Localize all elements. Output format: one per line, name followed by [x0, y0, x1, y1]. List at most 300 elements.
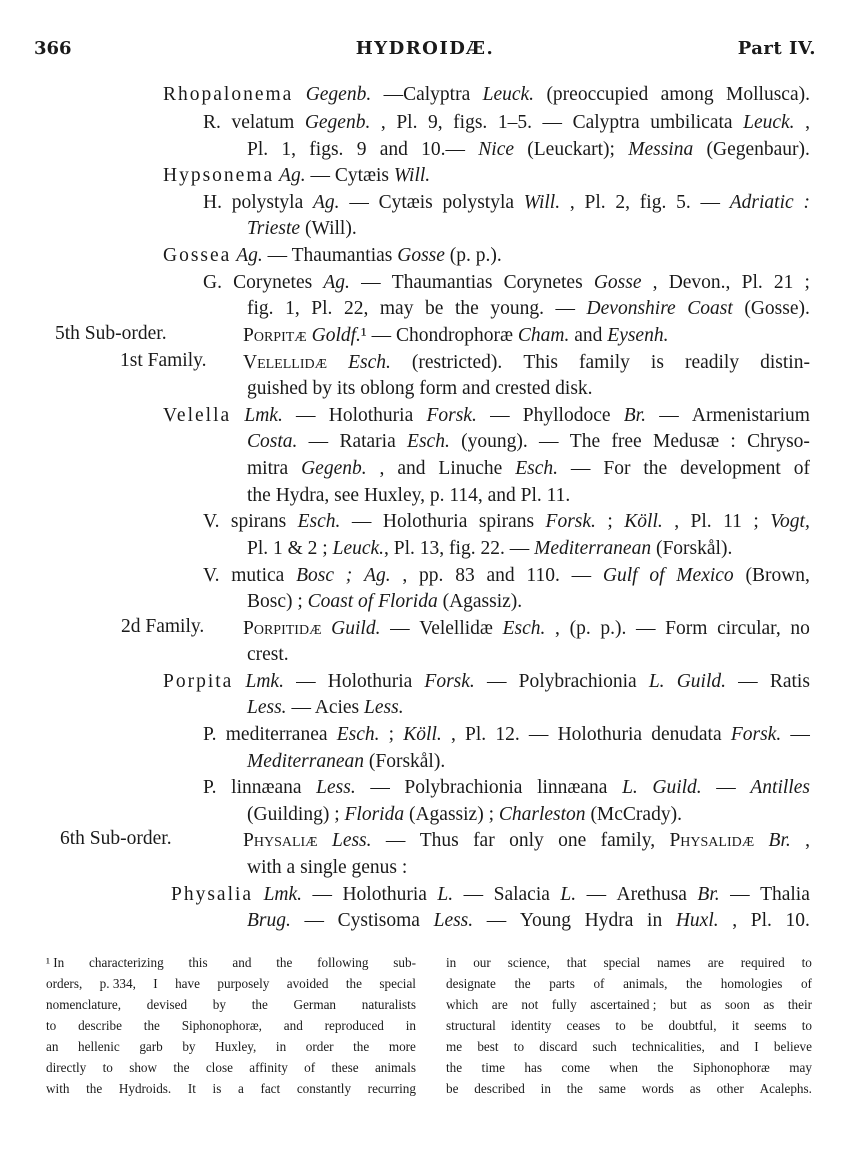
footnote-word: fully	[551, 997, 577, 1012]
footnote-word: of	[800, 976, 812, 991]
footnote-word: Hydroids.	[118, 1081, 172, 1096]
entry-segment: (Guilding) ;	[247, 804, 345, 825]
footnote-word: the	[446, 1060, 463, 1075]
entry-word: velatum	[231, 112, 295, 133]
entry-word: —	[351, 511, 372, 532]
entry-word: H.	[203, 192, 222, 213]
footnote-line	[446, 973, 812, 994]
footnote-line	[446, 1078, 812, 1099]
entry-word: Leuck.	[482, 84, 535, 105]
entry-word: —	[463, 884, 484, 905]
entry-word: mitra	[247, 458, 289, 479]
footnote-word: affinity	[249, 1060, 288, 1075]
entry-word: Ag.	[323, 272, 350, 293]
entry-word: Linuche	[438, 458, 503, 479]
footnote-word: ascertained ;	[590, 997, 657, 1012]
footnote-word: words	[641, 1081, 674, 1096]
entry-word: denudata	[651, 724, 722, 745]
footnote-word: identity	[511, 1018, 552, 1033]
entry-word: Köll.	[403, 724, 442, 745]
footnote-word: best	[477, 1039, 499, 1054]
entry-word: readily	[684, 352, 740, 373]
entry-word: Mollusca).	[726, 84, 810, 105]
footnote-word: to	[615, 1018, 626, 1033]
footnote-word: the	[686, 976, 703, 991]
footnote-line	[446, 952, 812, 973]
entry-segment: Hypsonema	[163, 165, 275, 186]
footnote-word: purposely	[217, 976, 270, 991]
footnote-word: as	[689, 1081, 701, 1096]
footnote-line	[446, 1015, 812, 1036]
entry-line	[247, 642, 289, 668]
entry-word: Form	[665, 618, 708, 639]
entry-segment: and	[569, 325, 608, 346]
footnote-word: the	[657, 1060, 674, 1075]
entry-word: —	[370, 777, 390, 798]
entry-word: Gegenb.	[305, 84, 372, 105]
entry-word: Brug.	[247, 910, 291, 931]
footnote-word: is	[212, 1081, 222, 1096]
footnote-line	[446, 994, 812, 1015]
entry-word: Polybrachionia	[518, 671, 637, 692]
entry-word: Armenistarium	[691, 405, 810, 426]
entry-word: spirans	[230, 511, 287, 532]
entry-line	[247, 216, 357, 242]
entry-word: For	[603, 458, 631, 479]
entry-line	[203, 270, 810, 296]
entry-word: Lmk.	[263, 884, 303, 905]
footnote-word: with	[46, 1081, 70, 1096]
entry-word: —	[570, 458, 591, 479]
entry-word: ,	[402, 565, 408, 586]
footnote-word: to	[801, 955, 812, 970]
footnote-word: be	[446, 1081, 459, 1096]
entry-word: Esch.	[336, 724, 380, 745]
entry-word: figs.	[453, 112, 488, 133]
entry-word: Köll.	[624, 511, 663, 532]
entry-segment: Trieste	[247, 218, 301, 239]
entry-word: 10.—	[421, 139, 465, 160]
entry-word: ;	[753, 511, 759, 532]
entry-line	[247, 137, 810, 163]
entry-word: 9	[356, 139, 367, 160]
entry-word: family,	[600, 830, 656, 851]
entry-segment: Will.	[393, 165, 431, 186]
entry-word: ,	[805, 830, 810, 851]
entry-word: Esch.	[502, 618, 546, 639]
entry-segment: Ag.	[279, 165, 306, 186]
entry-word: 1–5.	[497, 112, 532, 133]
footnote-word: may	[789, 1060, 812, 1075]
entry-word: Gegenb.	[301, 458, 367, 479]
entry-word: ;	[345, 565, 353, 586]
entry-line	[203, 775, 810, 801]
entry-word: Vogt,	[770, 511, 810, 532]
entry-word: L.	[560, 884, 577, 905]
entry-word: 9,	[428, 112, 443, 133]
entry-line	[163, 669, 810, 695]
entry-word: one	[558, 830, 587, 851]
entry-word: ;	[607, 511, 613, 532]
entry-word: L.	[437, 884, 454, 905]
entry-word: Br.	[697, 884, 720, 905]
entry-word: Pl.	[690, 511, 712, 532]
entry-word: Lmk.	[244, 405, 283, 426]
entry-line	[163, 82, 810, 108]
entry-word: :	[803, 192, 810, 213]
footnote-word: to	[801, 1018, 812, 1033]
entry-word: Esch.	[297, 511, 341, 532]
entry-word: —Calyptra	[383, 84, 471, 105]
entry-word: mutica	[231, 565, 285, 586]
entry-word: —	[528, 724, 549, 745]
footnote-word: of	[304, 1060, 316, 1075]
entry-word: and	[486, 565, 515, 586]
entry-segment: , Pl. 13, fig. 22. —	[384, 538, 535, 559]
entry-word: among	[660, 84, 714, 105]
footnote-word: fact	[260, 1081, 281, 1096]
footnote-word: naturalists	[361, 997, 416, 1012]
entry-word: —	[700, 192, 720, 213]
footnote-word: me	[446, 1039, 463, 1054]
entry-word: Nice	[478, 139, 514, 160]
entry-word: Velellidæ	[243, 352, 328, 373]
entry-word: the	[454, 298, 479, 319]
footnote-left-column	[46, 952, 416, 1099]
entry-word: Pl.	[750, 910, 772, 931]
footnote-word: when	[609, 1060, 638, 1075]
entry-word: Pl.	[311, 298, 333, 319]
footnote-word: our	[473, 955, 491, 970]
entry-line	[243, 350, 810, 376]
entry-word: Medusæ	[653, 431, 720, 452]
entry-segment: (Agassiz).	[437, 591, 523, 612]
footnote-word: Siphonophoræ,	[181, 1018, 262, 1033]
footnote-word: same	[598, 1081, 626, 1096]
footnote-word: the	[276, 955, 293, 970]
entry-word: Ag.	[313, 192, 340, 213]
footnote-word: describe	[78, 1018, 122, 1033]
entry-word: —	[308, 431, 329, 452]
entry-word: 2,	[615, 192, 631, 213]
entry-word: pp.	[419, 565, 444, 586]
entry-segment: Cham.	[517, 325, 570, 346]
entry-word: Velella	[163, 405, 232, 426]
entry-word: p.).	[600, 618, 627, 639]
entry-word: ,	[674, 511, 680, 532]
footnote-word: which	[446, 997, 479, 1012]
entry-word: Salacia	[493, 884, 550, 905]
entry-segment: (Forskål).	[651, 538, 733, 559]
footnote-line	[46, 973, 416, 994]
running-title: HYDROIDÆ.	[355, 38, 495, 59]
entry-word: 1,	[285, 298, 300, 319]
entry-word: Pl.	[584, 192, 606, 213]
entry-word: 12.	[495, 724, 520, 745]
footnote-word: are	[707, 955, 724, 970]
footnote-word: the	[86, 1081, 103, 1096]
footnote-word: this	[188, 955, 208, 970]
footnote-word: and	[232, 955, 252, 970]
entry-word: (preoccupied	[546, 84, 649, 105]
entry-word: Velellidæ	[419, 618, 493, 639]
footnote-line	[46, 994, 416, 1015]
footnote-word: time	[481, 1060, 505, 1075]
entry-word: (restricted).	[411, 352, 503, 373]
entry-word: Br.	[623, 405, 646, 426]
entry-word: —	[586, 884, 607, 905]
footnote-word: and	[283, 1018, 303, 1033]
entry-word: family	[579, 352, 630, 373]
entry-word: Thaumantias	[391, 272, 493, 293]
entry-word: Guild.	[676, 671, 727, 692]
entry-word: far	[473, 830, 495, 851]
footnote-word: these	[331, 1060, 359, 1075]
entry-word: 22,	[343, 298, 369, 319]
entry-segment: Gosse	[397, 245, 445, 266]
entry-word: —	[296, 671, 316, 692]
entry-word: Guild.	[331, 618, 381, 639]
entry-word: Porpita	[163, 671, 234, 692]
entry-word: fig.	[247, 298, 274, 319]
entry-word: V.	[203, 511, 220, 532]
footnote-word: directly	[46, 1060, 87, 1075]
footnote-word: the	[173, 1060, 190, 1075]
entry-word: L.	[622, 777, 638, 798]
entry-segment: guished by its oblong form and crested disk.	[247, 378, 593, 399]
footnote-word: not	[521, 997, 539, 1012]
entry-segment: Pl. 1 & 2 ;	[247, 538, 333, 559]
entry-segment: — Cytæis	[305, 165, 394, 186]
entry-line	[163, 243, 502, 269]
footnote-word: structural	[446, 1018, 496, 1033]
rank-label: 1st Family.	[120, 350, 207, 371]
footnote-word: in	[540, 1081, 551, 1096]
footnote-word: of	[593, 976, 605, 991]
footnote-word: Acalephs.	[759, 1081, 812, 1096]
entry-line	[247, 296, 810, 322]
entry-word: 83	[455, 565, 475, 586]
entry-word: only	[509, 830, 544, 851]
entry-word: Adriatic	[729, 192, 794, 213]
footnote-word: following	[317, 955, 369, 970]
entry-word: Huxl.	[675, 910, 719, 931]
footnote-word: to	[102, 1060, 113, 1075]
footnote-word: show	[129, 1060, 158, 1075]
footnote-word: hellenic	[78, 1039, 120, 1054]
rank-label: 6th Sub-order.	[60, 828, 172, 849]
footnote-word: as	[700, 997, 712, 1012]
footnote-word: but	[669, 997, 687, 1012]
entry-word: Calyptra	[572, 112, 640, 133]
entry-word: Holothuria	[382, 511, 468, 532]
footnote-word: constantly	[296, 1081, 352, 1096]
entry-line	[247, 589, 522, 615]
entry-word: Polybrachionia	[404, 777, 523, 798]
entry-word: Br.	[768, 830, 791, 851]
footnote-word: the	[345, 976, 362, 991]
entry-segment: with a single genus :	[247, 857, 408, 878]
entry-word: Phyllodoce	[522, 405, 611, 426]
entry-word: L.	[648, 671, 665, 692]
entry-line	[247, 855, 407, 881]
entry-word: Less.	[433, 910, 474, 931]
footnote-word: come	[561, 1060, 590, 1075]
entry-line	[243, 616, 810, 642]
entry-word: Cytæis	[378, 192, 433, 213]
footnote-word: ¹ In	[46, 955, 65, 970]
rank-label: 2d Family.	[121, 616, 205, 637]
entry-word: (Gegenbaur).	[706, 139, 810, 160]
footnote-line	[446, 1036, 812, 1057]
entry-segment: Bosc) ;	[247, 591, 308, 612]
entry-word: ,	[569, 192, 575, 213]
footnote-word: have	[175, 976, 200, 991]
entry-segment: (Forskål).	[363, 751, 446, 772]
entry-segment: (p. p.).	[444, 245, 502, 266]
footnote-word: designate	[446, 976, 496, 991]
footnote-word: homologies	[720, 976, 783, 991]
entry-word: polystyla	[231, 192, 304, 213]
footnote-word: order	[305, 1039, 334, 1054]
entry-word: Holothuria	[327, 671, 413, 692]
entry-word: Holothuria	[342, 884, 427, 905]
entry-word: free	[611, 431, 642, 452]
entry-word: figs.	[309, 139, 344, 160]
entry-word: Young	[519, 910, 572, 931]
entry-segment: Coast of Florida	[307, 591, 438, 612]
entry-word: Corynetes	[233, 272, 313, 293]
entry-word: —	[636, 618, 656, 639]
footnote-word: soon	[724, 997, 750, 1012]
entry-word: Holothuria	[328, 405, 414, 426]
entry-word: distin-	[760, 352, 810, 373]
entry-segment: Porpitæ	[243, 325, 307, 346]
entry-word: —	[312, 884, 332, 905]
entry-word: spirans	[478, 511, 535, 532]
entry-line	[247, 456, 810, 482]
entry-word: ,	[379, 458, 385, 479]
entry-line	[247, 695, 404, 721]
footnote-word: and	[720, 1039, 740, 1054]
entry-segment: Charleston	[498, 804, 586, 825]
entry-segment: Eysenh.	[607, 325, 669, 346]
entry-word: Hydra	[584, 910, 634, 931]
entry-word: Ag.	[364, 565, 391, 586]
entry-word: Rhopalonema	[163, 84, 294, 105]
footnote-word: recurring	[367, 1081, 416, 1096]
entry-line	[247, 908, 810, 934]
entry-word: (Leuckart);	[527, 139, 615, 160]
entry-word: Corynetes	[503, 272, 583, 293]
entry-word: Pl.	[396, 112, 418, 133]
footnote-word: by	[182, 1039, 196, 1054]
entry-word: be	[425, 298, 444, 319]
part-label: Part IV.	[737, 38, 816, 59]
footnote-word: seems	[754, 1018, 787, 1033]
entry-word: Physaliæ	[243, 830, 318, 851]
footnote-word: characterizing	[89, 955, 164, 970]
footnote-word: to	[513, 1039, 525, 1054]
entry-word: and	[379, 139, 408, 160]
footnote-word: Huxley,	[215, 1039, 257, 1054]
footnote-word: doubtful,	[668, 1018, 717, 1033]
footnote-word: animals,	[623, 976, 668, 991]
entry-word: Pl.	[465, 724, 487, 745]
entry-segment: Leuck.	[332, 538, 385, 559]
footnote-word: in	[446, 955, 457, 970]
entry-word: Forsk.	[424, 671, 475, 692]
page-number: 366	[34, 38, 72, 59]
footnote-word: avoided	[286, 976, 329, 991]
entry-word: Gegenb.	[304, 112, 371, 133]
entry-word: in	[647, 910, 663, 931]
entry-word: Esch.	[407, 431, 450, 452]
entry-word: Costa.	[247, 431, 298, 452]
entry-line	[203, 190, 810, 216]
entry-word: circular,	[717, 618, 781, 639]
entry-line	[203, 722, 810, 748]
entry-word: Leuck.	[743, 112, 795, 133]
entry-word: —	[555, 298, 575, 319]
entry-word: Devon.,	[668, 272, 731, 293]
entry-line	[247, 802, 682, 828]
entry-word: Forsk.	[426, 405, 477, 426]
footnote-word: reproduced	[324, 1018, 384, 1033]
entry-segment: Gossea	[163, 245, 232, 266]
entry-word: Gulf	[602, 565, 638, 586]
entry-segment: Less.	[364, 697, 404, 718]
entry-word: P.	[203, 777, 217, 798]
entry-word: G.	[203, 272, 222, 293]
entry-word: —	[716, 777, 736, 798]
entry-word: Gosse	[593, 272, 642, 293]
entry-line	[247, 376, 593, 402]
entry-word: —	[296, 405, 316, 426]
footnote-word: required	[740, 955, 785, 970]
entry-line	[243, 828, 810, 854]
entry-line	[247, 429, 810, 455]
entry-word: —	[571, 565, 592, 586]
entry-segment: (Will).	[300, 218, 357, 239]
footnote-word: has	[524, 1060, 542, 1075]
footnote-word: I	[153, 976, 158, 991]
entry-word: Forsk.	[730, 724, 782, 745]
footnote-word: nomenclature,	[46, 997, 122, 1012]
entry-word: —	[539, 431, 559, 452]
entry-line	[163, 163, 430, 189]
entry-word: fig.	[639, 192, 667, 213]
entry-word: umbilicata	[650, 112, 733, 133]
footnote-line	[446, 1057, 812, 1078]
entry-segment: the Hydra, see Huxley, p. 114, and Pl. 11.	[247, 485, 571, 506]
entry-word: ,	[555, 618, 560, 639]
footnote-word: in	[405, 1018, 416, 1033]
entry-segment: (McCrady).	[585, 804, 682, 825]
entry-line	[247, 536, 732, 562]
entry-word: The	[569, 431, 601, 452]
entry-word: ,	[652, 272, 658, 293]
footnote-line	[46, 1015, 416, 1036]
footnote-word: names	[657, 955, 691, 970]
entry-word: no	[790, 618, 810, 639]
footnote-word: science,	[507, 955, 550, 970]
entry-word: 21	[773, 272, 794, 293]
entry-word: and	[397, 458, 426, 479]
entry-word: 5.	[676, 192, 691, 213]
entry-word: —	[542, 112, 563, 133]
entry-word: is	[650, 352, 664, 373]
